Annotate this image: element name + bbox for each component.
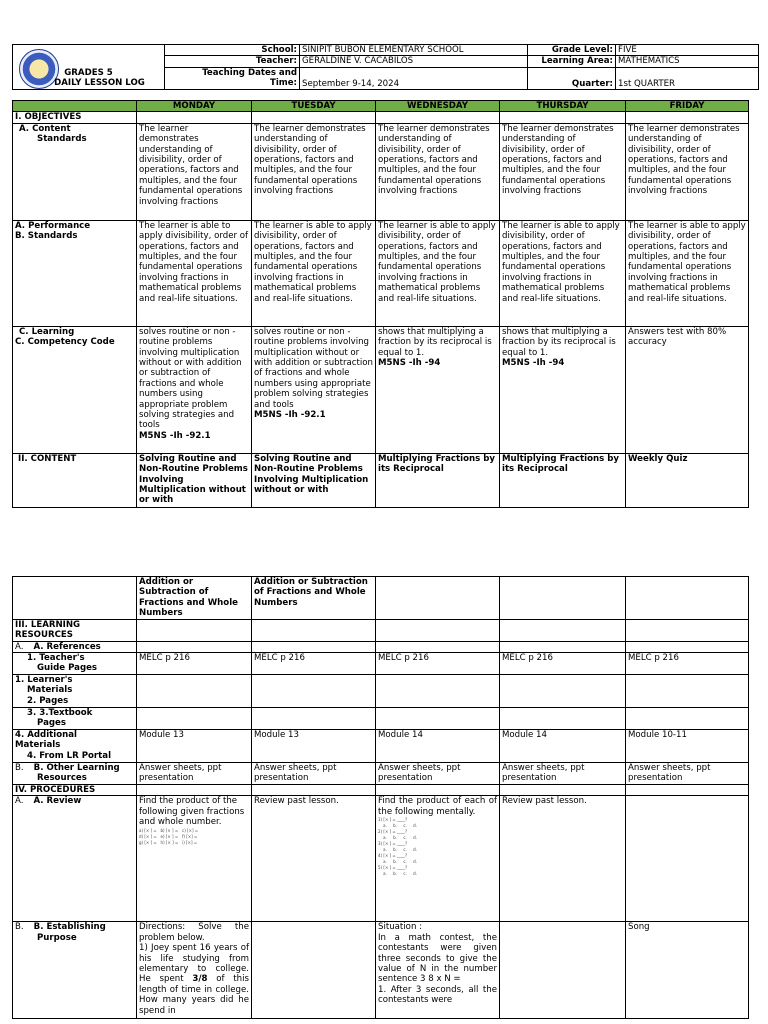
grade-level-value: FIVE [616,45,759,56]
procedures-row [13,785,749,796]
lc-wednesday-text: shows that multiplying a fraction by its reciprocal is equal to 1. [378,326,492,358]
content-standards-label-b: Standards [37,134,87,145]
additional-materials-label-c: 4. From LR Portal [27,750,112,761]
review-thursday: Review past lesson. [500,796,626,922]
teacher-value: GERALDINE V. CACABILOS [300,56,528,67]
perf-std-wednesday: The learner is able to apply divisibility, order of operations, factors and multiples, and the four fundamental operations involving fractions in mathematical problems and real-life situations. [376,220,500,326]
performance-label-a: A. Performance [15,220,91,231]
establishing-purpose-label-b: Purpose [37,932,77,943]
perf-std-friday: The learner is able to apply divisibility, order of operations, factors and multiples, and the four fundamental operations involving fractions in mathematical problems and real-life situations. [626,220,749,326]
content-std-thursday: The learner demonstrates understanding of divisibility, order of operations, factors and multiples, and the four fundamental operations involving fractions [500,123,626,220]
ep-wednesday-situation: Situation : [378,922,423,933]
lc-tuesday [252,326,376,453]
learners-materials-row [13,675,749,708]
am-monday: Module 13 [137,730,252,763]
learning-resources-label-b: RESOURCES [15,630,73,641]
header-table [12,44,759,90]
textbook-row [13,708,749,730]
review-tuesday: Review past lesson. [252,796,376,922]
olr-monday: Answer sheets, ppt presentation [137,763,252,785]
ep-tuesday [252,922,376,1019]
lc-monday [137,326,252,453]
textbook-label-a: 3. 3.Textbook [27,708,93,719]
lc-wednesday [376,326,500,453]
additional-materials-row [13,730,749,763]
establishing-purpose-row [13,922,749,1019]
grades-label: GRADES 5 [64,68,113,78]
lesson-table-1 [12,100,749,508]
teachers-guide-row [13,653,749,675]
lc-tuesday-text: solves routine or non - routine problems involving multiplication without or with addition or subtraction of fractions and whole numbers using appropriate problem solving strategies and tools [254,326,373,410]
lc-label-b: C. Competency Code [15,337,115,348]
content-friday: Weekly Quiz [626,453,749,507]
tg-monday: MELC p 216 [137,653,252,675]
ep-monday-problem-text-2: of this length of time in college. How many years did he spend in [139,974,249,1016]
references-row [13,641,749,652]
dates-label [165,67,300,90]
review-text: A. Review [33,796,82,807]
teachers-guide-label-b: Guide Pages [37,663,98,674]
performance-standards-row [13,220,749,326]
content-thursday: Multiplying Fractions by its Reciprocal [500,453,626,507]
lc-thursday-text: shows that multiplying a fraction by its reciprocal is equal to 1. [502,326,616,358]
day-header-wednesday: WEDNESDAY [376,101,500,112]
establishing-purpose-label-a: B. Establishing [33,922,106,933]
ep-friday: Song [626,922,749,1019]
olr-wednesday: Answer sheets, ppt presentation [376,763,500,785]
quarter-label: Quarter: [528,67,616,90]
ep-wednesday-text: In a math contest, the contestants were given three seconds to give the value of N in the number sentence 3 8 x N = [378,932,497,985]
content-standards-row [13,123,749,220]
objectives-row [13,112,749,123]
lc-tuesday-code: M5NS -Ih -92.1 [254,410,326,421]
lc-label-a: C. Learning [19,326,75,337]
learning-resources-row [13,619,749,641]
lc-friday [626,326,749,453]
learners-materials-label [13,675,137,708]
references-label [13,641,137,652]
tg-wednesday: MELC p 216 [376,653,500,675]
review-wednesday-exercise-image: 1) [× ] = ____? a. b. c. d. 2) [× ] = ____? a. b. c. d. 3) [× ] = ____? a. b. c. d. 4) [× ] = ____? a. b. c. d. 5) [× ] = ____? a. b. c. d. [378,817,417,877]
teacher-label: Teacher: [165,56,300,67]
dates-value: September 9-14, 2024 [300,67,528,90]
textbook-label-b: Pages [37,718,66,729]
review-monday [137,796,252,922]
ep-monday-directions: Directions: Solve the problem below. [139,922,249,943]
references-text: A. References [33,641,101,652]
tg-tuesday: MELC p 216 [252,653,376,675]
lc-wednesday-code: M5NS -Ih -94 [378,358,441,369]
ep-wednesday-text-2: 1. After 3 seconds, all the contestants were [378,984,497,1006]
other-resources-label-a: B. Other Learning [33,763,120,774]
learning-competency-label [13,326,137,453]
review-monday-exercise-image: a) [× ] = b) [× ] = c) [×] = d) [× ] = e) [× ] = f) [×] = g) [× ] = h) [× ] = i) [×] = [139,827,199,845]
learners-materials-label-b: Materials [27,685,73,696]
tg-friday: MELC p 216 [626,653,749,675]
content-label: II. CONTENT [13,453,137,507]
perf-std-tuesday: The learner is able to apply divisibility, order of operations, factors and multiples, and the four fundamental operations involving fractions in mathematical problems and real-life situations. [252,220,376,326]
grade-level-label: Grade Level: [528,45,616,56]
content-std-friday: The learner demonstrates understanding of divisibility, order of operations, factors and multiples, and the four fundamental operations involving fractions [626,123,749,220]
day-header-row [13,101,749,112]
am-thursday: Module 14 [500,730,626,763]
am-friday: Module 10-11 [626,730,749,763]
perf-std-thursday: The learner is able to apply divisibility, order of operations, factors and multiples, and the four fundamental operations involving fractions in mathematical problems and real-life situations. [500,220,626,326]
olr-thursday: Answer sheets, ppt presentation [500,763,626,785]
lc-thursday [500,326,626,453]
ep-monday-fraction: 3/8 [192,974,208,985]
tg-thursday: MELC p 216 [500,653,626,675]
quarter-value: 1st QUARTER [616,67,759,90]
other-resources-label-b: Resources [37,773,87,784]
learning-area-value: MATHEMATICS [616,56,759,67]
dates-label-line1: Teaching Dates and [202,67,297,78]
day-header-blank [13,101,137,112]
content-std-wednesday: The learner demonstrates understanding of divisibility, order of operations, factors and multiples, and the four fundamental operations involving fractions [376,123,500,220]
content-std-monday: The learner demonstrates understanding of divisibility, order of operations, factors and multiples, and the four fundamental operations involving fractions [137,123,252,220]
procedures-label: IV. PROCEDURES [13,785,137,796]
learning-competency-row [13,326,749,453]
lc-friday-text: Answers test with 80% accuracy [628,326,727,348]
day-header-tuesday: TUESDAY [252,101,376,112]
content-continued-row [13,577,749,620]
school-label: School: [165,45,300,56]
content-wednesday: Multiplying Fractions by its Reciprocal [376,453,500,507]
additional-materials-label-a: 4. Additional [15,730,77,741]
lc-monday-text: solves routine or non - routine problems involving multiplication without or with addition or subtraction of fractions and whole numbers using appropriate problem solving strategies and tools [139,326,242,431]
other-resources-row [13,763,749,785]
learning-resources-label [13,619,137,641]
additional-materials-label-b: Materials [15,740,61,751]
school-value: SINIPIT BUBON ELEMENTARY SCHOOL [300,45,528,56]
header-logo-cell [13,45,165,90]
olr-friday: Answer sheets, ppt presentation [626,763,749,785]
additional-materials-label [13,730,137,763]
ep-monday-problem [139,943,249,1016]
references-num: A. [15,641,24,652]
establishing-purpose-label [13,922,137,1019]
review-friday [626,796,749,922]
lc-thursday-code: M5NS -Ih -94 [502,358,565,369]
ep-monday-problem-text: 1) Joey spent 16 years of his life studying from elementary to college. He spent [139,943,249,985]
log-title: DAILY LESSON LOG [54,78,145,88]
ep-thursday [500,922,626,1019]
performance-label-b: B. Standards [15,231,78,242]
learners-materials-label-a: 1. Learner's [15,675,73,686]
other-resources-label [13,763,137,785]
textbook-label [13,708,137,730]
review-wednesday [376,796,500,922]
content-tuesday: Solving Routine and Non-Routine Problems Involving Multiplication without or with [252,453,376,507]
content-standards-label [13,123,137,220]
learning-area-label: Learning Area: [528,56,616,67]
ep-wednesday [376,922,500,1019]
review-monday-text: Find the product of the following given fractions and whole number. [139,796,245,828]
lesson-table-2 [12,576,749,1019]
content-monday: Solving Routine and Non-Routine Problems Involving Multiplication without or with [137,453,252,507]
content-row [13,453,749,507]
establishing-purpose-num: B. [15,922,24,933]
objectives-label: I. OBJECTIVES [13,112,137,123]
day-header-thursday: THURSDAY [500,101,626,112]
content-cont-monday: Addition or Subtraction of Fractions and Whole Numbers [137,577,252,620]
day-header-friday: FRIDAY [626,101,749,112]
performance-standards-label [13,220,137,326]
content-standards-label-a: A. Content [19,123,71,134]
day-header-monday: MONDAY [137,101,252,112]
learning-resources-label-a: III. LEARNING [15,619,81,630]
perf-std-monday: The learner is able to apply divisibility, order of operations, factors and multiples, and the four fundamental operations involving fractions in mathematical problems and real-life situations. [137,220,252,326]
review-label [13,796,137,922]
lc-monday-code: M5NS -Ih -92.1 [139,430,211,441]
content-cont-tuesday: Addition or Subtraction of Fractions and Whole Numbers [252,577,376,620]
review-wednesday-text: Find the product of each of the following mentally. [378,796,497,817]
other-resources-num: B. [15,763,24,774]
teachers-guide-label-a: 1. Teacher's [27,653,85,664]
learners-materials-label-c: 2. Pages [27,695,69,706]
dates-label-line2: Time: [269,77,297,88]
content-std-tuesday: The learner demonstrates understanding of divisibility, order of operations, factors and multiples, and the four fundamental operations involving fractions [252,123,376,220]
teachers-guide-label [13,653,137,675]
review-num: A. [15,796,24,807]
review-row [13,796,749,922]
ep-monday [137,922,252,1019]
am-tuesday: Module 13 [252,730,376,763]
olr-tuesday: Answer sheets, ppt presentation [252,763,376,785]
am-wednesday: Module 14 [376,730,500,763]
